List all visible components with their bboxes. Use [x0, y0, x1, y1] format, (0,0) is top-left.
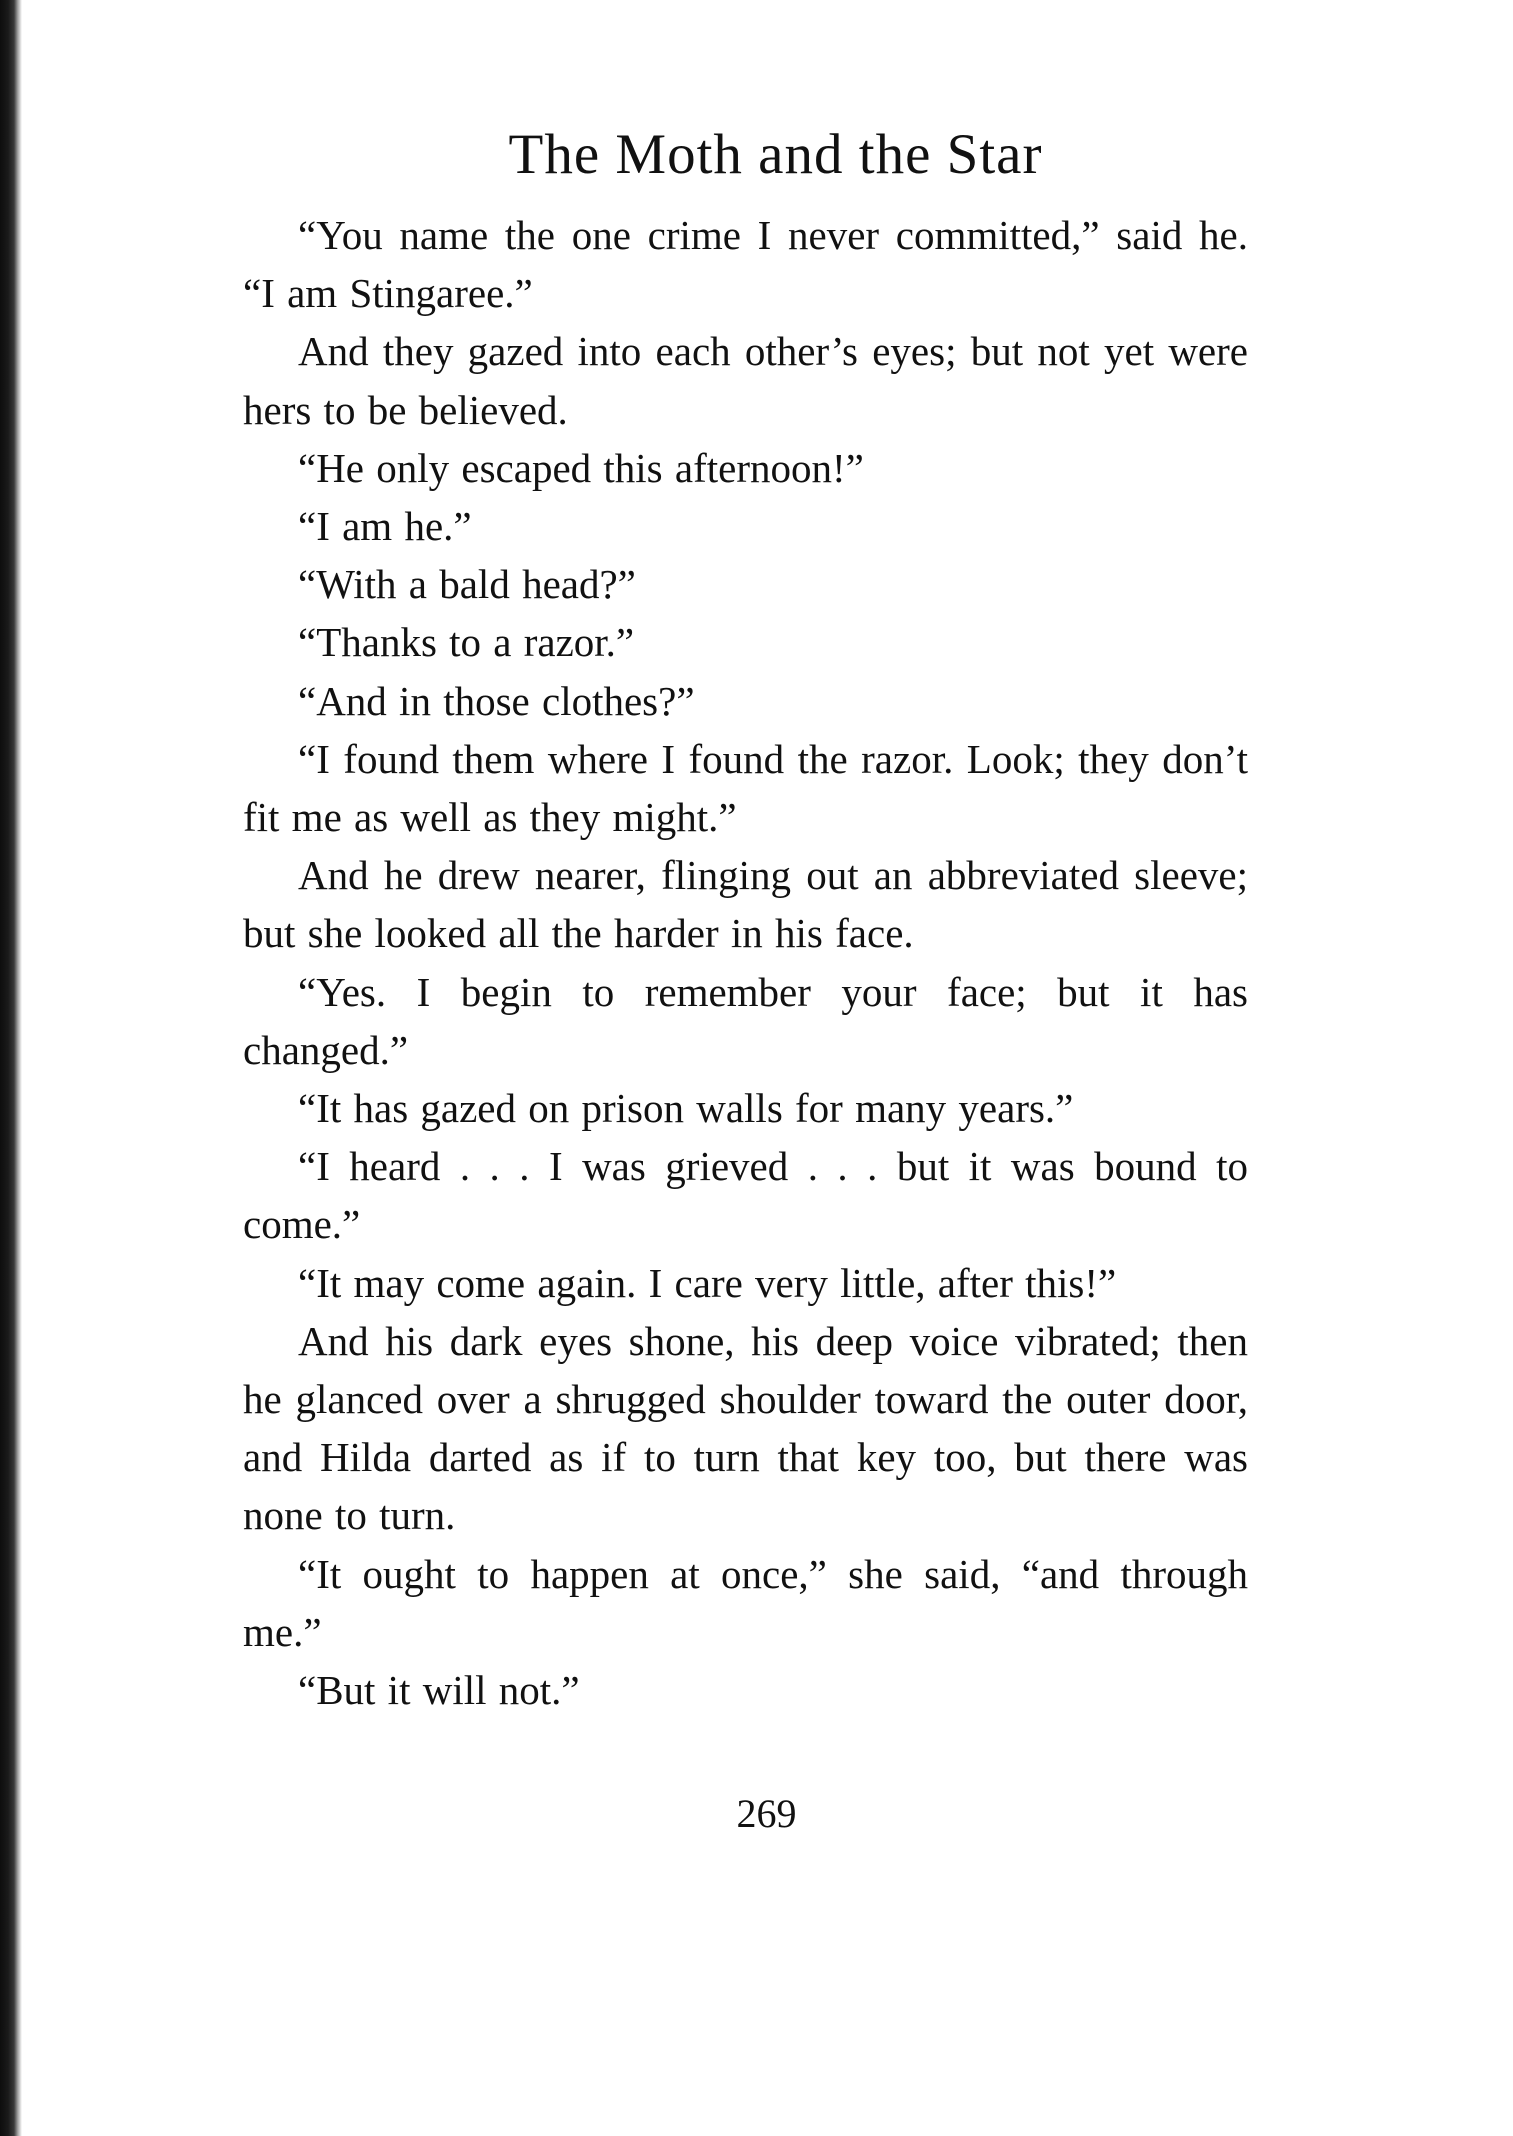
page-text-block	[243, 110, 1248, 1719]
paragraph-3: “He only escaped this afternoon!”	[298, 444, 864, 491]
paragraph-14: And his dark eyes shone, his deep voice vibrated; then he glanced over a shrugged shoulder toward the outer door, and Hilda darted as if to turn that key too, but there was none to turn.	[243, 1317, 1248, 1539]
paragraph-8: “I found them where I found the razor. Look; they don’t fit me as well as they might.”	[243, 735, 1248, 841]
paragraph-4: “I am he.”	[298, 503, 472, 550]
page-number: 269	[736, 1791, 797, 1836]
paragraph-11: “It has gazed on prison walls for many years.”	[298, 1085, 1074, 1132]
paragraph-2: And they gazed into each other’s eyes; but not yet were hers to be believed.	[243, 328, 1248, 433]
paragraph-5: “With a bald head?”	[298, 561, 636, 608]
paragraph-13: “It may come again. I care very little, after this!”	[298, 1259, 1117, 1306]
running-head: The Moth and the Star	[508, 123, 1043, 186]
paragraph-1: “You name the one crime I never committed,” said he. “I am Stingaree.”	[243, 212, 1248, 317]
paragraph-15: “It ought to happen at once,” she said, “and through me.”	[243, 1550, 1248, 1655]
paragraph-12: “I heard . . . I was grieved . . . but it was bound to come.”	[243, 1143, 1248, 1248]
paragraph-10: “Yes. I begin to remember your face; but it has changed.”	[243, 968, 1248, 1073]
paragraph-7: “And in those clothes?”	[298, 677, 695, 724]
paragraph-6: “Thanks to a razor.”	[298, 619, 635, 666]
paragraph-16: “But it will not.”	[298, 1667, 580, 1714]
paragraph-9: And he drew nearer, flinging out an abbreviated sleeve; but she looked all the harder in his face.	[243, 852, 1248, 957]
